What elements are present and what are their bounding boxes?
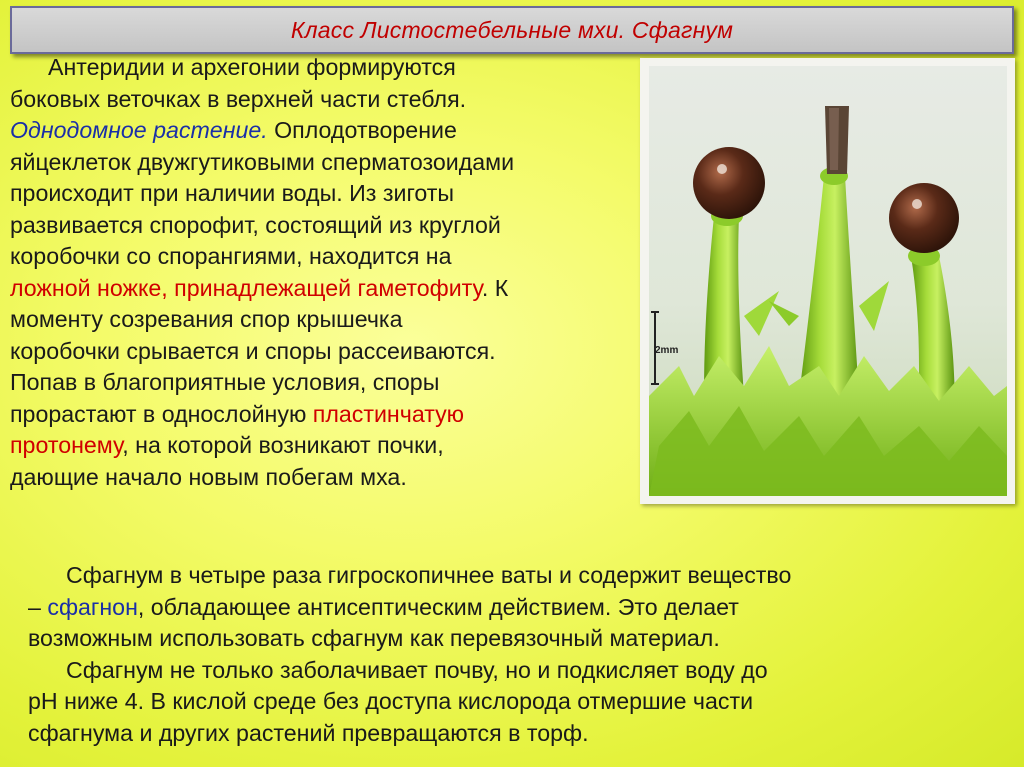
sphagnum-description [10, 52, 635, 493]
text-fragment: прорастают в однослойную [10, 400, 313, 427]
text-line: развивается спорофит, состоящий из круглой [10, 211, 501, 238]
scale-label: 2mm [655, 345, 679, 356]
sphagnol-term: сфагнон [47, 593, 138, 620]
text-line [28, 592, 1003, 624]
text-line [10, 430, 635, 462]
text-fragment: – [28, 593, 48, 620]
text-line: коробочки срывается и споры рассеиваются. [10, 337, 496, 364]
sphagnum-uses [28, 560, 1003, 749]
text-line: боковых веточках в верхней части стебля. [10, 85, 467, 112]
text-fragment: Оплодотворение [267, 117, 457, 143]
text-line [10, 273, 635, 305]
text-line: возможным использовать сфагнум как перевязочный материал. [28, 625, 720, 651]
text-line: Сфагнум не только заболачивает почву, но и подкисляет воду до [66, 656, 768, 683]
title-bar [10, 6, 1014, 54]
text-line: яйцеклеток двужгутиковыми сперматозоидами [10, 148, 515, 175]
text-line [10, 115, 635, 147]
text-line: Антеридии и архегонии формируются [48, 54, 456, 80]
text-line: моменту созревания спор крышечка [10, 306, 403, 332]
text-line: рН ниже 4. В кислой среде без доступа кислорода отмершие части [28, 688, 754, 714]
text-fragment: , на которой возникают почки, [122, 432, 444, 458]
text-fragment: , обладающее антисептическим действием. Это делает [137, 593, 739, 620]
moss-illustration [649, 66, 1007, 496]
text-line: Попав в благоприятные условия, споры [10, 369, 440, 395]
text-line: коробочки со спорангиями, находится на [10, 243, 452, 269]
moss-sporophyte-photo [649, 66, 1007, 496]
text-line: дающие начало новым побегам мха. [10, 463, 407, 490]
text-line [10, 399, 635, 431]
text-line: сфагнума и других растений превращаются в торф. [28, 719, 589, 746]
lamellar-term: пластинчатую [312, 400, 465, 427]
protonema-term: протонему [10, 432, 123, 458]
text-line: происходит при наличии воды. Из зиготы [10, 180, 455, 206]
text-fragment: . К [481, 274, 509, 301]
pseudopodium-term: ложной ножке, принадлежащей гаметофиту [10, 274, 482, 301]
slide-title: Класс Листостебельные мхи. Сфагнум [290, 16, 734, 43]
text-line: Сфагнум в четыре раза гигроскопичнее ваты и содержит вещество [66, 562, 792, 588]
monoecious-term: Однодомное растение. [10, 117, 268, 143]
